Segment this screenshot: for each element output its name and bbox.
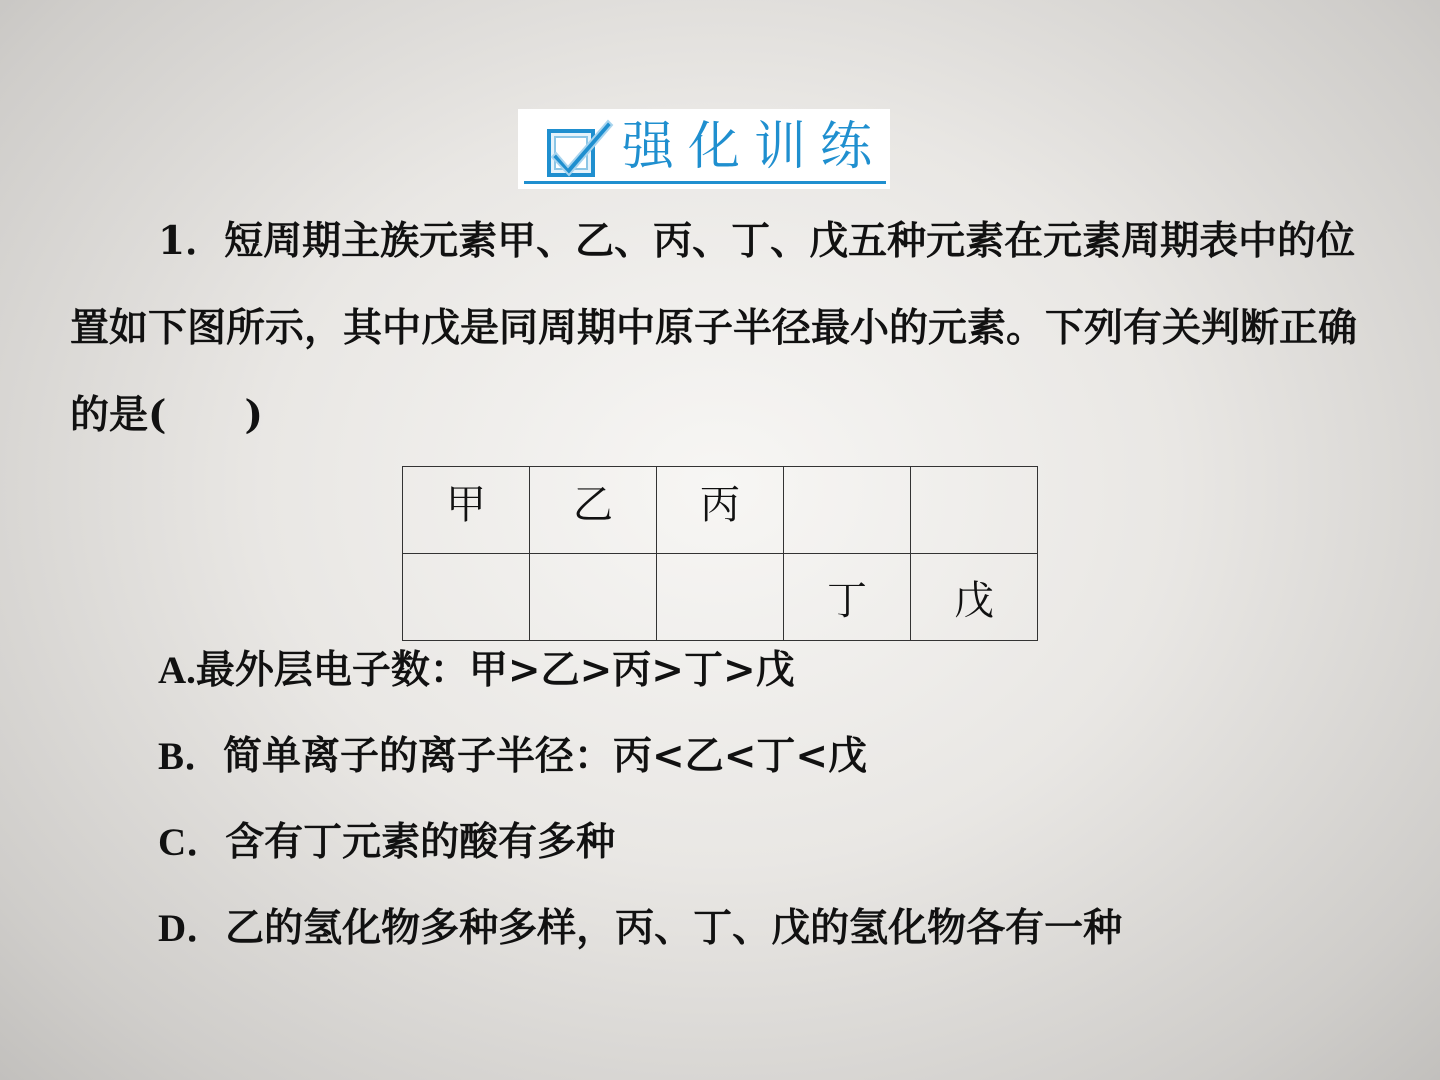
option-a [158,645,795,696]
option-label: C． [158,821,226,864]
table-cell: 丁 [784,554,911,641]
option-d [158,903,1122,954]
option-b [158,731,867,782]
periodic-table-fragment [402,466,1038,641]
badge-underline [524,181,886,184]
checkbox-icon [546,117,616,181]
table-row [403,467,1038,554]
table-cell [911,467,1038,554]
table-row [403,554,1038,641]
table-cell: 乙 [530,467,657,554]
table-cell: 丙 [657,467,784,554]
option-label: B． [158,735,224,778]
option-label: D． [158,907,226,950]
option-c [158,817,615,868]
option-text: 含有丁元素的酸有多种 [225,819,616,865]
table-cell [657,554,784,641]
table-cell: 甲 [403,467,530,554]
option-text: 最外层电子数：甲>乙>丙>丁>戊 [195,647,795,693]
table-cell [403,554,530,641]
option-label: A. [158,649,196,692]
option-text: 乙的氢化物多种多样，丙、丁、戊的氢化物各有一种 [225,905,1123,951]
table-cell [784,467,911,554]
table-cell: 戊 [911,554,1038,641]
section-badge [518,109,890,189]
question-text: 1．短周期主族元素甲、乙、丙、丁、戊五种元素在元素周期表中的位置如下图所示，其中戊是同周期中原子半径最小的元素。下列有关判断正确的是( ) [70,218,1358,438]
section-title: 强化训练 [622,117,887,177]
option-text: 简单离子的离子半径：丙<乙<丁<戊 [223,733,868,779]
table-cell [530,554,657,641]
